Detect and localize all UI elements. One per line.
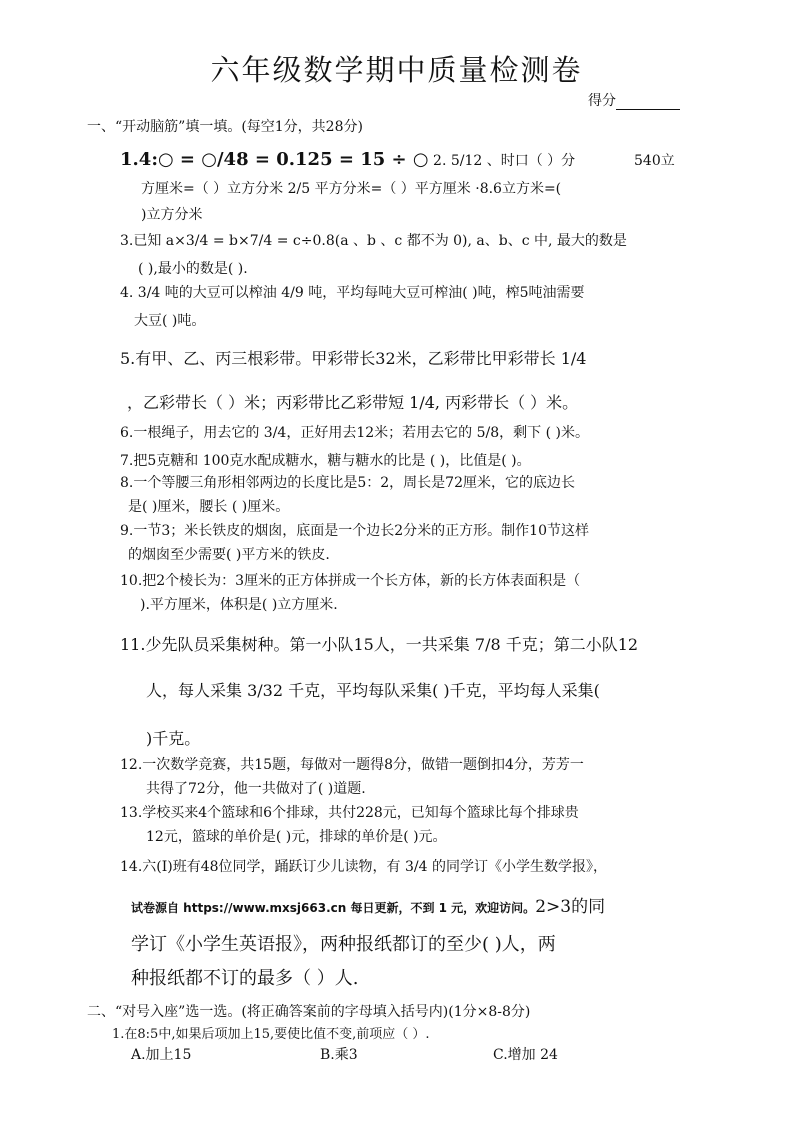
question-12-line2: 共得了72分，他一共做对了( )道题.: [146, 781, 366, 797]
question-1-tail: 2. 5/12 、时口（ ）分: [433, 153, 576, 169]
score-blank[interactable]: [616, 95, 680, 110]
question-2-right: 540立: [634, 153, 675, 169]
section-1-heading: 一、“开动脑筋”填一填。(每空1分，共28分): [87, 119, 363, 135]
question-11-line1: 11.少先队员采集树种。第一小队15人，一共采集 7/8 千克；第二小队12: [120, 635, 639, 654]
question-5-line2: ，乙彩带长（ ）米；丙彩带比乙彩带短 1/4, 丙彩带长（ ）米。: [127, 393, 579, 412]
question-3-line1: 3.已知 a×3/4 = b×7/4 = c÷0.8(a 、b 、c 都不为 0), a、b、c 中, 最大的数是: [120, 233, 627, 249]
section-2-question-1: 1.在8:5中,如果后项加上15,要使比值不变,前项应（ ）.: [112, 1027, 430, 1042]
question-6: 6.一根绳子，用去它的 3/4，正好用去12米；若用去它的 5/8，剩下 ( )米。: [120, 425, 589, 441]
question-3-line2: ( ),最小的数是( ).: [138, 261, 248, 277]
option-a[interactable]: A.加上15: [131, 1047, 192, 1063]
score-field: [588, 92, 680, 110]
question-11-line2: 人，每人采集 3/32 千克，平均每队采集( )千克，平均每人采集(: [146, 681, 600, 700]
question-7: 7.把5克糖和 100克水配成糖水，糖与糖水的比是 ( )，比值是( )。: [120, 453, 531, 469]
question-13-line1: 13.学校买来4个篮球和6个排球，共付228元，已知每个篮球比每个排球贵: [120, 805, 579, 821]
question-4-line1: 4. 3/4 吨的大豆可以榨油 4/9 吨，平均每吨大豆可榨油( )吨，榨5吨油需要: [120, 285, 585, 301]
question-14-line2-tail: 2>3的同: [535, 897, 606, 917]
question-9-line2: 的烟囱至少需要( )平方米的铁皮.: [128, 547, 330, 563]
question-8-line1: 8.一个等腰三角形相邻两边的长度比是5：2，周长是72厘米，它的底边长: [120, 475, 575, 491]
option-b[interactable]: B.乘3: [320, 1047, 358, 1063]
question-10-line1: 10.把2个棱长为：3厘米的正方体拼成一个长方体，新的长方体表面积是（: [120, 573, 581, 589]
question-14-line3: 学订《小学生英语报》，两种报纸都订的至少( )人，两: [131, 934, 556, 955]
score-label: 得分: [588, 93, 616, 109]
question-8-line2: 是( )厘米，腰长 ( )厘米。: [128, 499, 290, 515]
question-2-line2: 方厘米=（ ）立方分米 2/5 平方分米=（ ）平方厘米 ·8.6立方米=(: [141, 181, 562, 197]
question-14-line4: 种报纸都不订的最多（ ）人.: [131, 968, 359, 989]
question-9-line1: 9.一节3；米长铁皮的烟囱，底面是一个边长2分米的正方形。制作10节这样: [120, 523, 589, 539]
question-10-line2: ).平方厘米，体积是( )立方厘米.: [140, 597, 338, 613]
page-title: 六年级数学期中质量检测卷: [210, 53, 583, 87]
question-1-line1: [120, 146, 575, 174]
question-4-line2: 大豆( )吨。: [134, 313, 206, 329]
question-5-line1: 5.有甲、乙、丙三根彩带。甲彩带长32米，乙彩带比甲彩带长 1/4: [120, 349, 587, 368]
option-c[interactable]: C.增加 24: [493, 1047, 558, 1063]
question-14-line2: [131, 896, 605, 919]
question-1-math: 1.4:○ = ○/48 = 0.125 = 15 ÷ ○: [120, 149, 429, 170]
question-11-line3: )千克。: [146, 729, 201, 748]
question-14-line1: 14.六(Ⅰ)班有48位同学，踊跃订少儿读物，有 3/4 的同学订《小学生数学报》，: [120, 859, 607, 875]
section-2-heading: 二、“对号入座”选一选。(将正确答案前的字母填入括号内)(1分×8-8分): [87, 1004, 531, 1020]
source-notice: 试卷源自 https://www.mxsj663.cn 每日更新，不到 1 元，欢迎访问。: [131, 901, 536, 915]
question-2-line3: )立方分米: [141, 207, 203, 223]
question-12-line1: 12.一次数学竞赛，共15题，每做对一题得8分，做错一题倒扣4分，芳芳一: [120, 757, 584, 773]
question-13-line2: 12元，篮球的单价是( )元，排球的单价是( )元。: [146, 829, 447, 845]
